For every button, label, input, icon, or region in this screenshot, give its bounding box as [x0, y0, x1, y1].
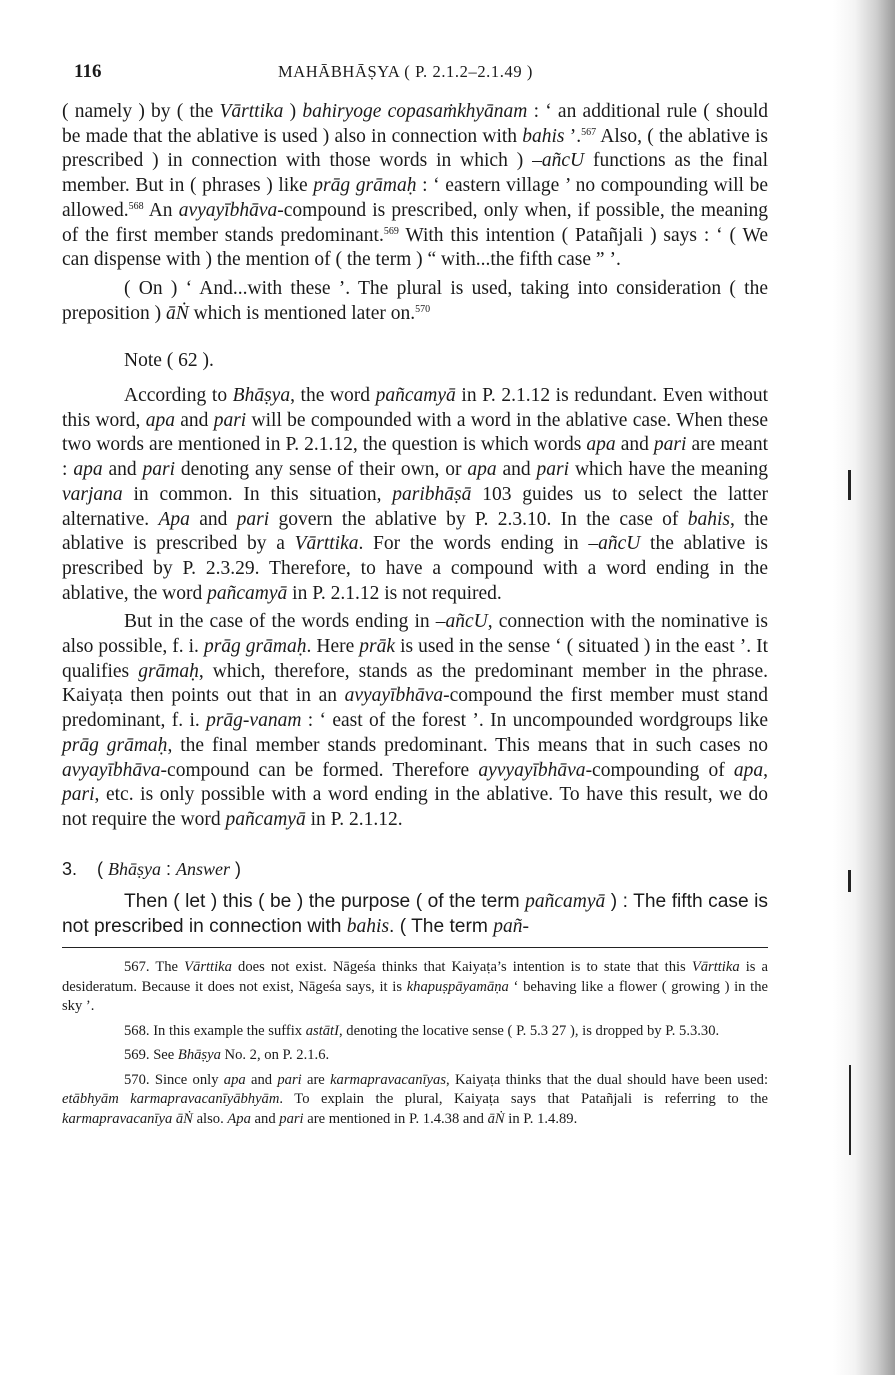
section-heading [62, 857, 768, 882]
italic-term: apa [733, 759, 764, 781]
footnote-570 [62, 1071, 768, 1130]
note-text [62, 384, 768, 833]
text-run: -compound the first member must stand predominant, f. i. [62, 685, 768, 732]
running-head: MAHĀBHĀṢYA ( P. 2.1.2–2.1.49 ) [278, 62, 533, 81]
text-run: in P. 1.4.89. [504, 1110, 578, 1127]
italic-term: apa [73, 459, 103, 481]
page-edge-shadow [833, 0, 895, 1375]
italic-term: prāg grāmaḥ [203, 636, 307, 658]
footnote-ref: 570 [415, 303, 431, 315]
text-run: . To explain the plural, Kaiyaṭa says that Patañjali is referring to the [279, 1091, 769, 1108]
italic-term: pañcamyā [375, 385, 456, 407]
italic-term: Bhāṣya [177, 1047, 221, 1064]
text-run: No. 2, on P. 2.1.6. [220, 1047, 330, 1064]
text-run: and [174, 409, 214, 431]
text-run: are mentioned in P. 1.4.38 and [303, 1110, 488, 1127]
text-run: : ‘ east of the forest ’. In uncompounded wordgroups like [301, 710, 768, 732]
italic-term: prāg grāmaḥ [313, 175, 417, 197]
text-run: , the word [290, 385, 376, 407]
italic-term: bahis [522, 125, 565, 147]
note-heading: Note ( 62 ). [124, 350, 214, 372]
text-run: ’. [564, 125, 582, 147]
text-run: ) [230, 858, 242, 879]
text-run: 570. Since only [124, 1071, 224, 1088]
italic-term: apa [467, 459, 497, 481]
text-run: are meant : [62, 434, 768, 481]
text-run: . ( The term [389, 916, 494, 938]
text-run: in P. 2.1.12 is not required. [287, 582, 502, 604]
text-run: ) : The fifth case is not prescribed in connection with [62, 891, 768, 938]
text-run: ‘ behaving like a flower ( growing ) in the sky ’. [62, 978, 768, 1015]
footnote-567 [62, 958, 768, 1017]
scan-mark [848, 870, 851, 892]
italic-term: –añcU [588, 533, 641, 555]
italic-term: –añcU [532, 150, 585, 172]
italic-term: –añcU [435, 611, 488, 633]
text-run: 568. In this example the suffix [124, 1022, 306, 1039]
text-run: the ablative is prescribed by P. 2.3.29. Therefore, to have a compound with a word ending in the ablative, the word [62, 533, 768, 604]
italic-term: āṄ [165, 302, 189, 324]
italic-term: prāk [359, 636, 396, 658]
text-run: and [102, 459, 143, 481]
book-page [62, 60, 768, 1134]
text-run: in P. 2.1.12. [305, 808, 403, 830]
text-run: . Here [306, 636, 360, 658]
text-run: With this intention ( Patañjali ) says : ‘ ( We can dispense with ) the mention of ( the term ) “ with...the fifth case ” ’. [62, 224, 768, 271]
text-run: : [161, 858, 177, 879]
text-run: and [189, 508, 237, 530]
text-run: But in the case of the words ending in [124, 611, 436, 633]
italic-term: etābhyām karmapravacanīyābhyām [62, 1091, 280, 1108]
text-run: 569. See [124, 1047, 178, 1064]
text-run: : ‘ eastern village ’ no compounding will be allowed. [62, 175, 769, 221]
text-run: govern the ablative by P. 2.3.10. In the case of [269, 508, 688, 530]
italic-term: khapuṣpāyamāṇa [406, 978, 509, 995]
italic-term: pari [653, 434, 687, 456]
text-run: , connection with the nominative is also possible, f. i. [62, 611, 768, 658]
text-run: , which, therefore, stands as the predominant member in the phrase. Kaiyaṭa then points out that in an [62, 660, 768, 707]
text-run: denoting any sense of their own, or [175, 459, 468, 481]
text-run: , [763, 759, 768, 781]
text-run: and [496, 459, 537, 481]
answer-paragraph [62, 889, 768, 939]
italic-term: karmapravacanīyas [330, 1071, 446, 1088]
text-run: , the ablative is prescribed by a [62, 508, 768, 555]
italic-term: avyayībhāva [178, 199, 278, 221]
text-run: and [250, 1110, 280, 1127]
text-run: and [245, 1071, 278, 1088]
italic-term: pari [536, 459, 570, 481]
body-paragraph [62, 277, 768, 326]
italic-term: pañ- [493, 916, 529, 938]
italic-term: paribhāṣā [392, 483, 472, 505]
text-run: and [615, 434, 654, 456]
italic-term: pañcamyā [207, 582, 288, 604]
text-run: Then ( let ) this ( be ) the purpose ( of the term [124, 891, 526, 913]
italic-term: varjana [62, 483, 123, 505]
scan-mark [848, 470, 851, 500]
text-run: ( namely ) by ( the [62, 101, 220, 122]
text-run: , denoting the locative sense ( P. 5.3 27 ), is dropped by P. 5.3.30. [338, 1022, 720, 1039]
italic-term: avyayībhāva [62, 759, 161, 781]
text-run: Also, ( the ablative is prescribed ) in connection with those words in which ) [62, 125, 768, 172]
text-run: will be compounded with a word in the ablative case. When these two words are mentioned in P. 2.1.12, the question is which words [62, 409, 769, 456]
italic-term: apa [586, 434, 616, 456]
text-run: which have the meaning [569, 459, 769, 481]
note-paragraph [62, 384, 768, 606]
footnote-ref: 567 [581, 126, 597, 138]
italic-term: pari [236, 508, 270, 530]
italic-term: Vārttika [294, 533, 359, 555]
text-run: are [301, 1071, 331, 1088]
text-run: which is mentioned later on. [188, 302, 416, 324]
page-number: 116 [74, 61, 102, 82]
italic-term: Bhāṣya [108, 858, 162, 879]
text-run: An [143, 199, 179, 221]
text-run: does not exist. Nāgeśa thinks that Kaiyaṭa’s intention is to state that this [231, 959, 692, 976]
italic-term: prāg grāmaḥ [62, 734, 168, 756]
text-run: in P. 2.1.12 is redundant. Even without this word, [62, 385, 768, 431]
section-title [97, 859, 241, 879]
italic-term: pari [277, 1071, 302, 1088]
note-paragraph [62, 610, 768, 832]
italic-term: karmapravacanīya āṄ [62, 1110, 193, 1127]
footnote-ref: 569 [383, 225, 399, 237]
italic-term: astātI [305, 1022, 339, 1039]
italic-term: bahis [346, 916, 390, 938]
italic-term: Apa [158, 508, 190, 530]
text-run: ( [97, 858, 109, 879]
italic-term: Answer [176, 858, 231, 879]
text-run: 567. The [124, 959, 185, 976]
text-run: 103 guides us to select the latter alternative. [62, 483, 768, 530]
text-run: According to [124, 385, 233, 407]
italic-term: ayvyayībhāva [478, 759, 586, 781]
italic-term: pari [142, 459, 175, 481]
italic-term: bahis [687, 508, 730, 530]
italic-term: pañcamyā [525, 891, 606, 913]
italic-term: pañcamyā [225, 808, 306, 830]
italic-term: Vārttika [219, 101, 284, 122]
text-run: is a desideratum. Because it does not exist, Nāgeśa says, it is [62, 959, 769, 995]
italic-term: pari [62, 784, 95, 806]
italic-term: bahiryoge copasaṁkhyānam [302, 101, 528, 122]
italic-term: pari [213, 409, 247, 431]
text-run: , etc. is only possible with a word ending in the ablative. To have this result, we do not require the word [62, 784, 768, 830]
scan-mark [849, 1065, 851, 1155]
text-run: , the final member stands predominant. This means that in such cases no [167, 734, 768, 756]
page-header [62, 60, 768, 100]
text-run: ) [283, 101, 303, 122]
italic-term: Vārttika [184, 959, 232, 976]
text-run: , Kaiyaṭa thinks that the dual should have been used: [446, 1071, 768, 1088]
italic-term: apa [145, 409, 175, 431]
text-run: ( On ) ‘ And...with these ’. The plural is used, taking into consideration ( the preposition ) [62, 277, 768, 324]
text-run: -compounding of [585, 759, 734, 781]
main-text [62, 100, 768, 326]
italic-term: Bhāṣya [232, 385, 291, 407]
footnote-rule [62, 947, 768, 948]
italic-term: Apa [227, 1110, 251, 1127]
italic-term: āṄ [487, 1110, 505, 1127]
text-run: -compound can be formed. Therefore [160, 759, 479, 781]
text-run: is used in the sense ‘ ( situated ) in the east ’. It qualifies [62, 636, 769, 682]
italic-term: grāmaḥ [138, 660, 199, 682]
italic-term: pari [279, 1110, 304, 1127]
text-run: also. [192, 1110, 228, 1127]
text-run: functions as the final member. But in ( phrases ) like [62, 150, 769, 197]
footnote-568 [62, 1022, 768, 1042]
italic-term: avyayībhāva [344, 685, 444, 707]
footnote-ref: 568 [128, 200, 144, 212]
italic-term: prāg-vanam [206, 710, 302, 732]
italic-term: apa [223, 1071, 246, 1088]
text-run: . For the words ending in [358, 533, 589, 555]
text-run: : ‘ an additional rule ( should be made that the ablative is used ) also in connection with [62, 101, 768, 147]
body-paragraph [62, 100, 768, 273]
footnotes [62, 958, 768, 1129]
footnote-569 [62, 1046, 768, 1066]
text-run: in common. In this situation, [122, 483, 393, 505]
text-run: -compound is prescribed, only when, if possible, the meaning of the first member stands predominant. [62, 199, 768, 246]
section-number: 3. [62, 858, 78, 879]
italic-term: Vārttika [691, 959, 740, 976]
